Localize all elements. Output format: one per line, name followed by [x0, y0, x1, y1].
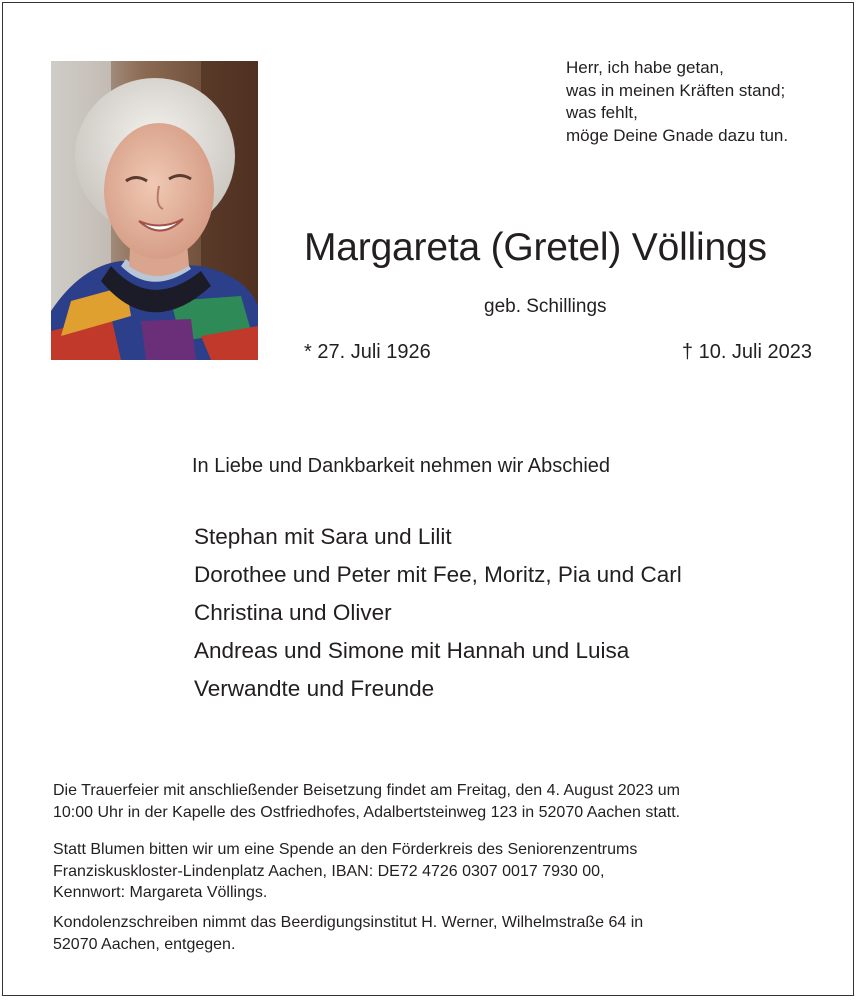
notice-line: Kondolenzschreiben nimmt das Beerdigungsinstitut H. Werner, Wilhelmstraße 64 in [53, 914, 644, 931]
notice-line: Statt Blumen bitten wir um eine Spende an den Förderkreis des Seniorenzentrums [53, 841, 638, 858]
verse-line: möge Deine Gnade dazu tun. [566, 125, 789, 145]
birth-date: * 27. Juli 1926 [304, 341, 431, 363]
death-date: † 10. Juli 2023 [681, 341, 812, 363]
notice-line: Kennwort: Margareta Völlings. [53, 884, 268, 901]
notice-line: Die Trauerfeier mit anschließender Beisetzung findet am Freitag, den 4. August 2023 um [53, 782, 681, 799]
donation-notice [53, 839, 813, 904]
mourner-entry: Dorothee und Peter mit Fee, Moritz, Pia und Carl [194, 562, 682, 587]
notice-line: Franziskuskloster-Lindenplatz Aachen, IBAN: DE72 4726 0307 0017 7930 00, [53, 862, 605, 880]
mourner-entry: Verwandte und Freunde [194, 676, 435, 701]
mourner-entry: Stephan mit Sara und Lilit [194, 524, 452, 549]
notice-line: 10:00 Uhr in der Kapelle des Ostfriedhofes, Adalbertsteinweg 123 in 52070 Aachen statt. [53, 803, 681, 821]
farewell-line: In Liebe und Dankbarkeit nehmen wir Abschied [192, 455, 611, 477]
verse-line: was fehlt, [566, 103, 638, 122]
verse-line: Herr, ich habe getan, [566, 58, 724, 77]
mourners-list [194, 518, 682, 708]
verse-line: was in meinen Kräften stand; [566, 80, 786, 100]
condolence-notice [53, 912, 813, 955]
mourner-entry: Christina und Oliver [194, 600, 392, 625]
funeral-notice [53, 780, 813, 823]
mourner-entry: Andreas und Simone mit Hannah und Luisa [194, 638, 630, 663]
notice-line: 52070 Aachen, entgegen. [53, 935, 236, 953]
portrait-photo [51, 61, 258, 360]
birth-name: geb. Schillings [484, 296, 607, 317]
verse [566, 57, 826, 147]
deceased-name: Margareta (Gretel) Völlings [304, 226, 767, 269]
